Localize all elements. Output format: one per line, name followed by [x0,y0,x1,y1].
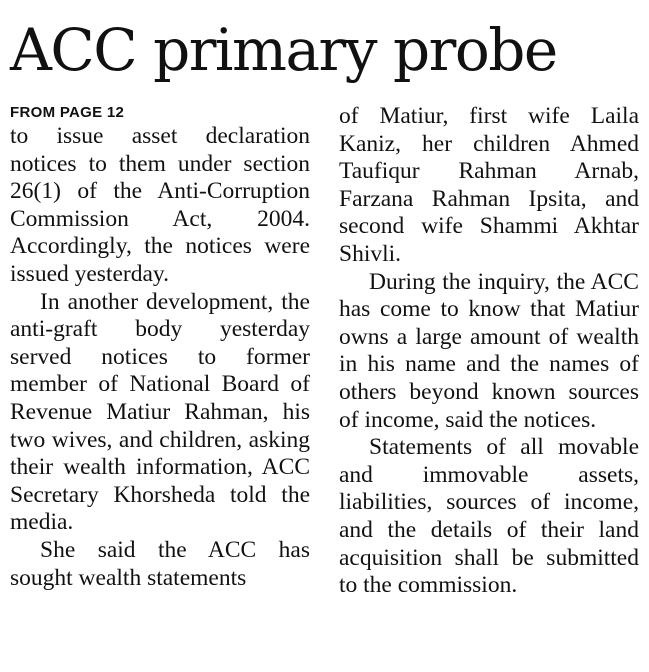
paragraph: to issue asset declaration notices to them under section 26(1) of the Anti-Corruption Commission Act, 2004. Accordingly, the notices were issued yesterday. [10,123,310,287]
article-column-left [10,103,310,592]
paragraph: During the inquiry, the ACC has come to know that Matiur owns a large amount of wealth in his name and the names of others beyond known sources of income, said the notices. [339,268,639,433]
headline: ACC primary probe [10,16,557,84]
column-gutter [324,103,325,658]
paragraph: Statements of all movable and immovable assets, liabilities, sources of income, and the details of their land acquisition shall be submitted to the commission. [339,434,639,599]
paragraph: of Matiur, first wife Laila Kaniz, her children Ahmed Taufiqur Rahman Arnab, Farzana Rahman Ipsita, and second wife Shammi Akhtar Shivli. [339,103,639,267]
paragraph: She said the ACC has sought wealth statements [10,536,310,591]
continued-from-label: FROM PAGE 12 [10,104,125,121]
article-column-right [339,103,639,600]
paragraph: In another development, the anti-graft body yesterday served notices to former member of National Board of Revenue Matiur Rahman, his two wives, and children, asking their wealth information, ACC Secretary Khorsheda told the media. [10,288,310,536]
